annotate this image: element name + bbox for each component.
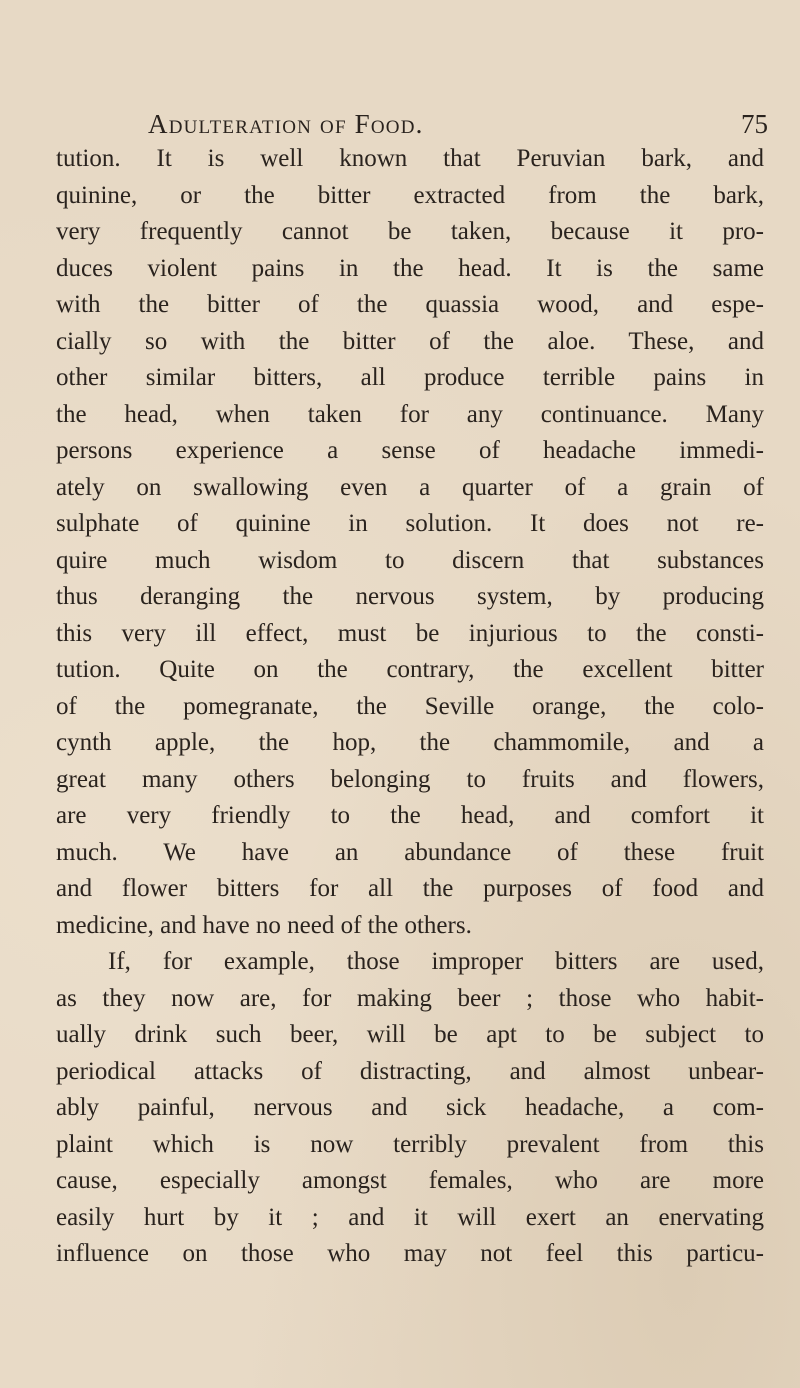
text-line: medicine, and have no need of the others. [56, 911, 472, 939]
body-text [56, 141, 764, 1273]
text-line: cially so with the bitter of the aloe. These, and [56, 327, 764, 355]
text-line: cynth apple, the hop, the chammomile, and a [56, 729, 764, 756]
text-line: duces violent pains in the head. It is the same [56, 254, 764, 282]
text-line: this very ill effect, must be injurious to the consti- [56, 619, 764, 647]
text-line: other similar bitters, all produce terrible pains in [56, 364, 764, 391]
text-line: with the bitter of the quassia wood, and espe- [56, 291, 764, 318]
text-line: plaint which is now terribly prevalent from this [56, 1130, 764, 1158]
text-line: tution. It is well known that Peruvian bark, and [56, 145, 764, 172]
text-line: ately on swallowing even a quarter of a grain of [56, 473, 764, 501]
text-line: of the pomegranate, the Seville orange, the colo- [56, 692, 764, 720]
text-line: and flower bitters for all the purposes of food and [56, 875, 764, 902]
text-line: periodical attacks of distracting, and almost unbear- [56, 1057, 764, 1085]
text-line: as they now are, for making beer ; those who habit- [56, 984, 764, 1012]
text-line: persons experience a sense of headache immedi- [56, 437, 764, 464]
text-line: sulphate of quinine in solution. It does not re- [56, 510, 764, 537]
running-title: Adulteration of Food. [148, 109, 424, 139]
text-line: thus deranging the nervous system, by producing [56, 583, 764, 610]
text-line: very frequently cannot be taken, because it pro- [56, 218, 764, 245]
running-head [0, 104, 800, 144]
text-line: If, for example, those improper bitters are used, [108, 948, 764, 975]
text-line: ably painful, nervous and sick headache, a com- [56, 1094, 764, 1121]
text-line: great many others belonging to fruits and flowers, [56, 765, 764, 793]
text-line: ually drink such beer, will be apt to be subject to [56, 1021, 764, 1048]
page-number: 75 [741, 109, 768, 139]
text-line: quire much wisdom to discern that substances [56, 546, 764, 574]
text-line: the head, when taken for any continuance. Many [56, 400, 764, 428]
text-line: cause, especially amongst females, who are more [56, 1167, 764, 1194]
text-line: easily hurt by it ; and it will exert an enervating [56, 1203, 764, 1231]
text-line: tution. Quite on the contrary, the excellent bitter [56, 656, 764, 683]
text-line: much. We have an abundance of these fruit [56, 838, 764, 866]
text-line: are very friendly to the head, and comfort it [56, 802, 764, 829]
text-line: quinine, or the bitter extracted from the bark, [56, 181, 764, 209]
text-line: influence on those who may not feel this particu- [56, 1240, 764, 1267]
